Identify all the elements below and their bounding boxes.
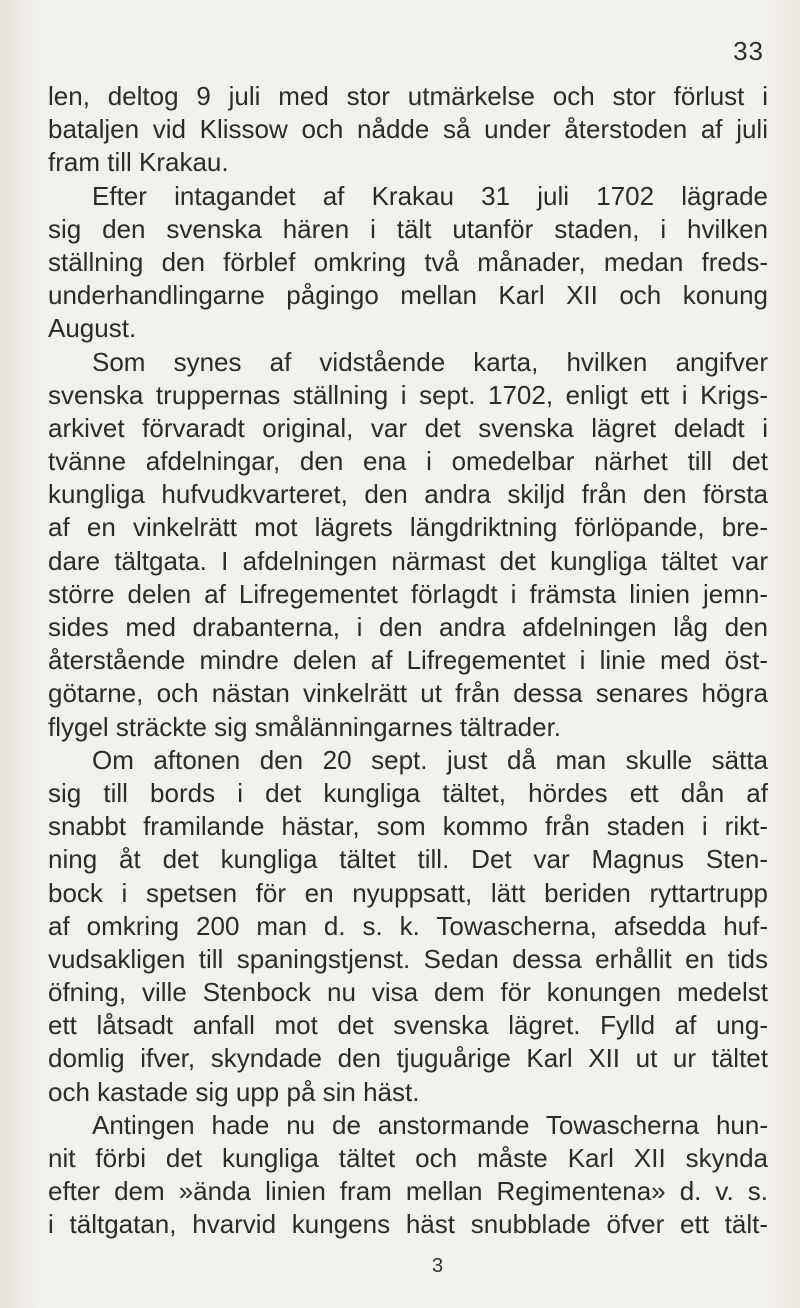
text-line: större delen af Lifregementet förlagdt i främsta linien jemn- <box>48 578 768 609</box>
text-line: kungliga hufvudkvarteret, den andra skiljd från den första <box>48 479 768 510</box>
text-line: arkivet förvaradt original, var det svenska lägret deladt i <box>48 412 768 443</box>
text-line: snabbt framilande hästar, som kommo från staden i rikt- <box>48 811 768 842</box>
text-line: sides med drabanterna, i den andra afdelningen låg den <box>48 612 768 642</box>
text-line: ställning den förblef omkring två månader, medan freds- <box>48 246 768 277</box>
text-line: August. <box>48 313 137 344</box>
paragraph-3 <box>48 346 768 744</box>
text-line: återstående mindre delen af Lifregementet i linie med öst- <box>48 645 768 676</box>
text-line: len, deltog 9 juli med stor utmärkelse och stor förlust i <box>48 81 768 111</box>
text-line: ning åt det kungliga tältet till. Det var Magnus Sten- <box>48 844 768 875</box>
text-line: domlig ifver, skyndade den tjuguårige Karl XII ut ur tältet <box>48 1043 768 1074</box>
text-line: dare tältgata. I afdelningen närmast det kungliga tältet var <box>48 545 768 576</box>
text-line: sig den svenska hären i tält utanför staden, i hvilken <box>48 213 768 244</box>
paragraph-2 <box>48 180 768 346</box>
text-line: ett låtsadt anfall mot det svenska lägret. Fylld af ung- <box>48 1010 768 1041</box>
text-line: svenska truppernas ställning i sept. 1702, enligt ett i Krigs- <box>48 379 768 410</box>
paragraph-4 <box>48 744 768 1109</box>
body-text <box>48 80 768 1242</box>
text-line: tvänne afdelningar, den ena i omedelbar närhet till det <box>48 446 768 477</box>
text-line: bataljen vid Klissow och nådde så under återstoden af juli <box>48 114 768 145</box>
text-line: öfning, ville Stenbock nu visa dem för konungen medelst <box>48 977 768 1008</box>
text-line: i tältgatan, hvarvid kungens häst snubblade öfver ett tält- <box>48 1209 768 1240</box>
text-line: vudsakligen till spaningstjenst. Sedan dessa erhållit en tids <box>48 943 768 974</box>
text-line: götarne, och nästan vinkelrätt ut från dessa senares högra <box>48 678 768 709</box>
text-line: Som synes af vidstående karta, hvilken angifver <box>92 346 768 377</box>
text-line: Efter intagandet af Krakau 31 juli 1702 lägrade <box>92 180 768 211</box>
text-line: Om aftonen den 20 sept. just då man skulle sätta <box>92 744 768 775</box>
text-line: af omkring 200 man d. s. k. Towascherna, afsedda huf- <box>48 910 768 941</box>
page-number: 33 <box>733 36 764 66</box>
text-line: Antingen hade nu de anstormande Towascherna hun- <box>92 1109 768 1140</box>
text-line: underhandlingarne pågingo mellan Karl XII och konung <box>48 280 768 311</box>
signature-mark: 3 <box>432 1255 444 1277</box>
text-line: fram till Krakau. <box>48 147 229 178</box>
text-line: och kastade sig upp på sin häst. <box>48 1076 420 1107</box>
text-line: nit förbi det kungliga tältet och måste Karl XII skynda <box>48 1143 768 1173</box>
text-line: efter dem »ända linien fram mellan Regimentena» d. v. s. <box>48 1176 768 1207</box>
paragraph-5 <box>48 1109 768 1242</box>
text-line: bock i spetsen för en nyuppsatt, lätt beriden ryttartrupp <box>48 877 768 908</box>
paragraph-1 <box>48 80 768 180</box>
text-line: af en vinkelrätt mot lägrets längdriktning förlöpande, bre- <box>48 512 768 543</box>
text-line: sig till bords i det kungliga tältet, hördes ett dån af <box>48 777 768 808</box>
text-line: flygel sträckte sig smålänningarnes tältrader. <box>48 711 562 742</box>
